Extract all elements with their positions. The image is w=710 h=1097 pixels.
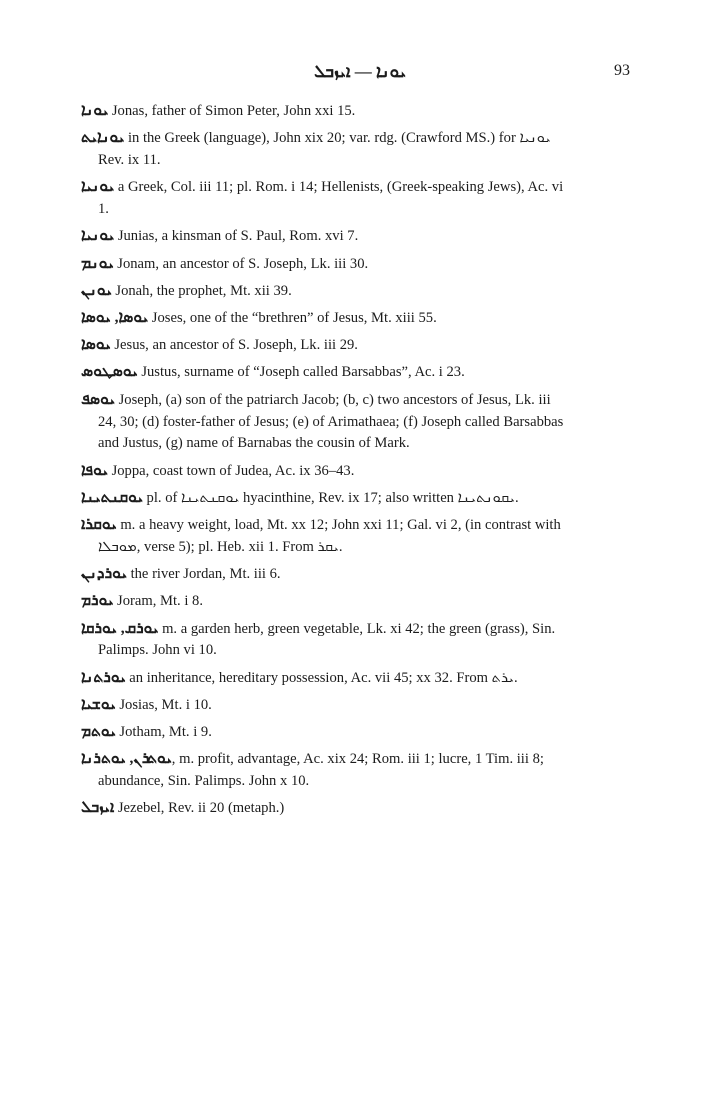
dictionary-entry [81,487,571,510]
syriac-headword: ܝܘܣܦ [81,390,115,408]
entry-text: pl. of ܝܘܩܢܬܝܢܐ hyacinthine, Rev. ix 17; also written ܝܩܘܢܬܝܢܐ. [142,489,519,506]
running-head-title: ܝܘܢܐ — ܐܝܙܒܠ [314,62,406,81]
entry-text: Joseph, (a) son of the patriarch Jacob; (b, c) two ancestors of Jesus, Lk. iii 24, 30; (d) foster-father of Jesus; (e) of Arimathaea; (f) Joseph called Barsabbas and Justus, (g) name of Barnabas the cousin of Mark. [98,391,564,452]
entry-text: Justus, surname of “Joseph called Barsabbas”, Ac. i 23. [137,364,465,381]
entry-text: m. a garden herb, green vegetable, Lk. xi 42; the green (grass), Sin. Palimps. John vi 10. [98,620,556,659]
entry-text: , m. profit, advantage, Ac. xix 24; Rom. iii 1; lucre, 1 Tim. iii 8; abundance, Sin. Palimps. John x 10. [98,751,544,790]
entry-text: Jezebel, Rev. ii 20 (metaph.) [114,800,285,817]
syriac-headword: ܝܘܢܐ [81,102,109,119]
syriac-headword: ܝܘܢܝܐ [81,227,115,245]
running-head [90,62,630,86]
dictionary-entry [81,694,571,717]
entry-text: Jonah, the prophet, Mt. xii 39. [111,282,292,299]
dictionary-entry [81,280,571,303]
syriac-headword: ܝܘܦܐ [81,461,108,479]
syriac-headword: ܝܘܫܝܐ [81,695,116,713]
entry-text: Jonas, father of Simon Peter, John xxi 15. [108,103,356,119]
syriac-headword: ܝܘܪܕܢܢ [81,565,127,583]
entry-text: Jotham, Mt. i 9. [115,724,212,741]
entry-text: Joppa, coast town of Judea, Ac. ix 36–43. [107,462,355,479]
dictionary-entry [81,253,571,276]
dictionary-entry [81,127,571,172]
entry-text: Josias, Mt. i 10. [115,696,212,713]
entry-text: Joram, Mt. i 8. [113,593,203,610]
dictionary-entry [81,748,571,793]
dictionary-entry [81,721,571,744]
dictionary-entry [81,460,571,483]
entry-list [81,100,571,825]
dictionary-entry [81,667,571,690]
syriac-headword: ܝܘܢܡ [81,254,114,272]
dictionary-entry [81,389,571,456]
syriac-headword: ܐܝܙܒܠ [81,799,115,817]
dictionary-entry [81,563,571,586]
dictionary-entry [81,100,571,123]
dictionary-entry [81,307,571,330]
syriac-headword: ܝܘܣܐ [81,336,111,354]
syriac-headword: ܝܘܢܢ [81,281,112,299]
dictionary-entry [81,225,571,248]
syriac-headword: ܝܘܪܩ, ܝܘܪܩܐ [81,619,159,637]
dictionary-entry [81,590,571,613]
syriac-headword: ܝܘܣܛܘܣ [81,363,138,381]
syriac-headword: ܝܘܬܪܢ, ܝܘܬܪܢܐ [81,750,172,768]
entry-text: in the Greek (language), John xix 20; var. rdg. (Crawford MS.) for ܝܘܢܝܐ Rev. ix 11. [98,130,551,169]
entry-text: Joses, one of the “brethren” of Jesus, Mt. xiii 55. [148,310,437,327]
dictionary-entry [81,618,571,663]
entry-text: Junias, a kinsman of S. Paul, Rom. xvi 7. [114,228,359,245]
dictionary-entry [81,514,571,559]
dictionary-entry [81,797,571,820]
entry-text: Jesus, an ancestor of S. Joseph, Lk. iii 29. [110,337,358,354]
entry-text: a Greek, Col. iii 11; pl. Rom. i 14; Hellenists, (Greek-speaking Jews), Ac. vi 1. [98,179,564,218]
syriac-headword: ܝܘܩܢܬܝܢܐ [81,488,143,506]
entry-text: m. a heavy weight, load, Mt. xx 12; John xxi 11; Gal. vi 2, (in contrast with ܡܘܒܠܐ, verse 5); pl. Heb. xii 1. From ܝܩܪ. [98,517,561,555]
entry-text: an inheritance, hereditary possession, Ac. vii 45; xx 32. From ܝܪܬ. [125,669,518,686]
dictionary-entry [81,334,571,357]
syriac-headword: ܝܘܬܡ [81,723,116,741]
syriac-headword: ܝܘܢܐܝܬ [81,129,125,147]
syriac-headword: ܝܘܪܡ [81,592,114,610]
dictionary-entry [81,361,571,384]
syriac-headword: ܝܘܩܪܐ [81,516,117,534]
dictionary-entry [81,176,571,221]
syriac-headword: ܝܘܣܐ, ܝܘܣܐ [81,309,149,327]
entry-text: Jonam, an ancestor of S. Joseph, Lk. iii 30. [113,255,369,272]
entry-text: the river Jordan, Mt. iii 6. [126,566,281,583]
page-number: 93 [614,62,630,79]
syriac-headword: ܝܘܪܬܢܐ [81,668,126,686]
syriac-headword: ܝܘܢܝܐ [81,178,115,196]
